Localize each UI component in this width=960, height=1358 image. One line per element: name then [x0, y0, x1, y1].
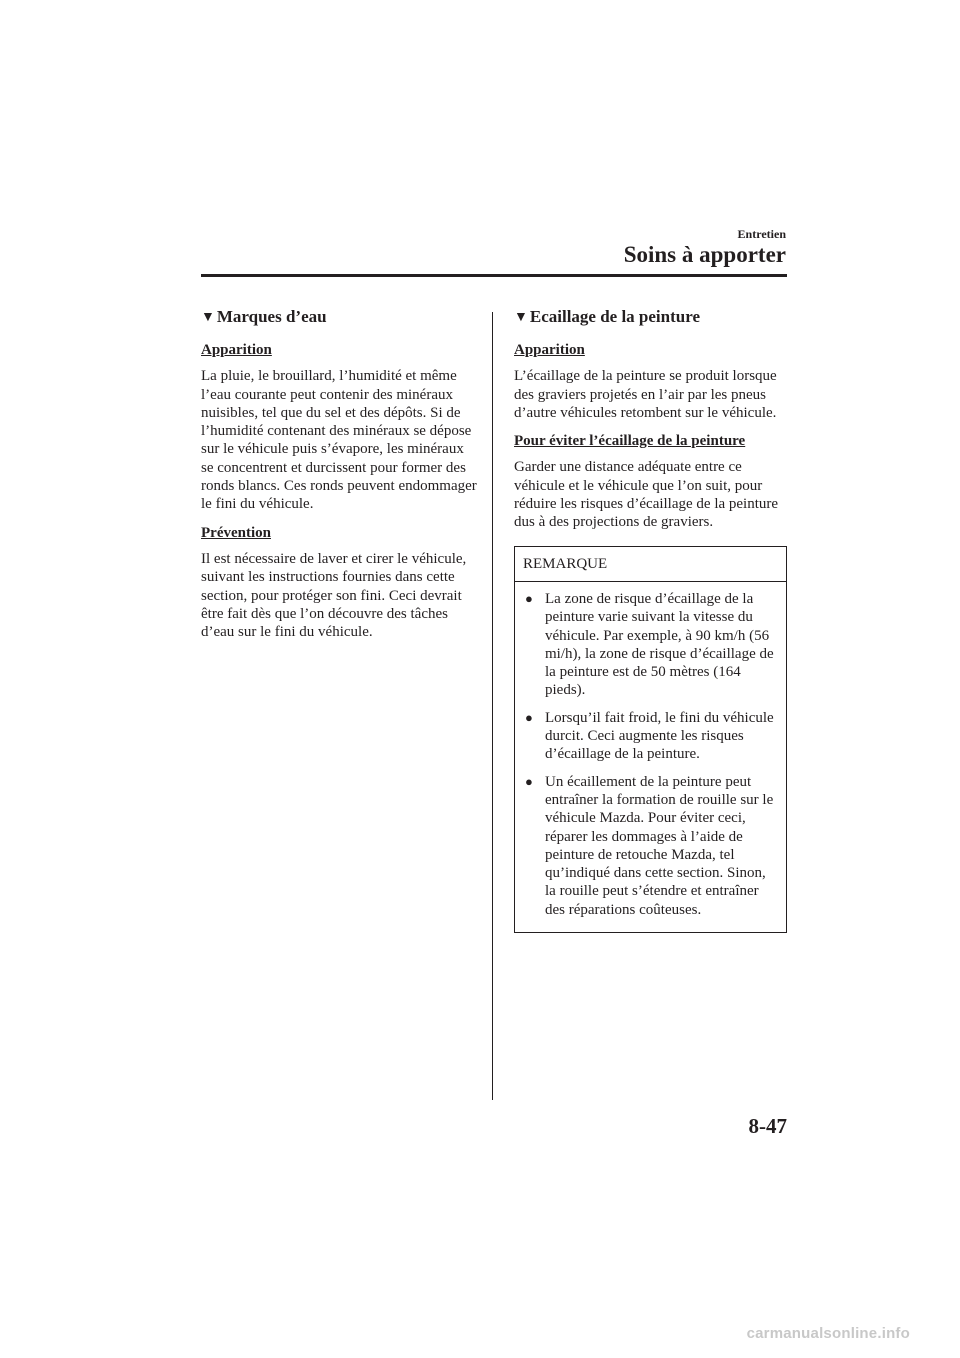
subheading-apparition: Apparition [514, 342, 585, 358]
section-heading-paint-chipping [514, 306, 787, 329]
header-divider [201, 274, 787, 277]
bullet-icon: ● [525, 709, 533, 725]
watermark: carmanualsonline.info [746, 1325, 910, 1342]
note-item-text: La zone de risque d’écaillage de la peinture varie suivant la vitesse du véhicule. Par exemple, à 90 km/h (56 mi/h), la zone de risque d’écaillage de la peinture est de 50 mètres (164 pieds). [545, 590, 774, 699]
paragraph-apparition: La pluie, le brouillard, l’humidité et même l’eau courante peut contenir des minéraux nuisibles, tel que du sel et des dépôts. Si de l’humidité contenant des minéraux se dépose sur le véhicule puis s’évapore, les minéraux se concentrent et durcissent pour former des ronds blancs. Ces ronds peuvent endommager le fini du véhicule. [201, 368, 477, 513]
paragraph-prevention: Il est nécessaire de laver et cirer le véhicule, suivant les instructions fournies dans cette section, pour protéger son fini. Ceci devrait être fait dès que l’on découvre des tâches d’eau sur le fini du véhicule. [201, 550, 467, 641]
note-item-text: Un écaillement de la peinture peut entraîner la formation de rouille sur le véhicule Mazda. Pour éviter ceci, réparer les dommages à l’aide de peinture de retouche Mazda, tel qu’indiqué dans cette section. Sinon, la rouille peut s’étendre et entraîner des réparations coûteuses. [545, 773, 774, 918]
list-item [523, 709, 776, 764]
paragraph-avoid-chipping: Garder une distance adéquate entre ce véhicule et le véhicule que l’on suit, pour réduire les risques d’écaillage de la peinture dus à des projections de graviers. [514, 459, 779, 531]
note-box [514, 546, 787, 933]
column-divider [492, 312, 493, 1100]
triangle-down-icon: ▼ [514, 310, 528, 325]
paragraph-apparition: L’écaillage de la peinture se produit lorsque des graviers projetés en l’air par les pneus d’autre véhicules retombent sur le véhicule. [514, 368, 777, 421]
subheading-apparition: Apparition [201, 342, 272, 358]
bullet-icon: ● [525, 590, 533, 606]
note-title: REMARQUE [515, 547, 786, 582]
subheading-prevention: Prévention [201, 524, 271, 541]
section-heading-water-marks [201, 306, 477, 329]
page-number: 8-47 [748, 1114, 787, 1138]
right-column [514, 306, 787, 933]
note-list [515, 582, 786, 932]
note-item-text: Lorsqu’il fait froid, le fini du véhicule durcit. Ceci augmente les risques d’écaillage de la peinture. [545, 709, 774, 763]
triangle-down-icon: ▼ [201, 310, 215, 325]
section-heading-text: Ecaillage de la peinture [529, 307, 701, 326]
subheading-avoid-chipping: Pour éviter l’écaillage de la peinture [514, 433, 746, 450]
left-column [201, 306, 477, 651]
list-item [523, 590, 776, 700]
section-heading-text: Marques d’eau [216, 307, 327, 326]
list-item [523, 773, 776, 919]
header-section-label: Entretien [737, 227, 786, 241]
bullet-icon: ● [525, 773, 533, 789]
page-title: Soins à apporter [623, 242, 786, 267]
